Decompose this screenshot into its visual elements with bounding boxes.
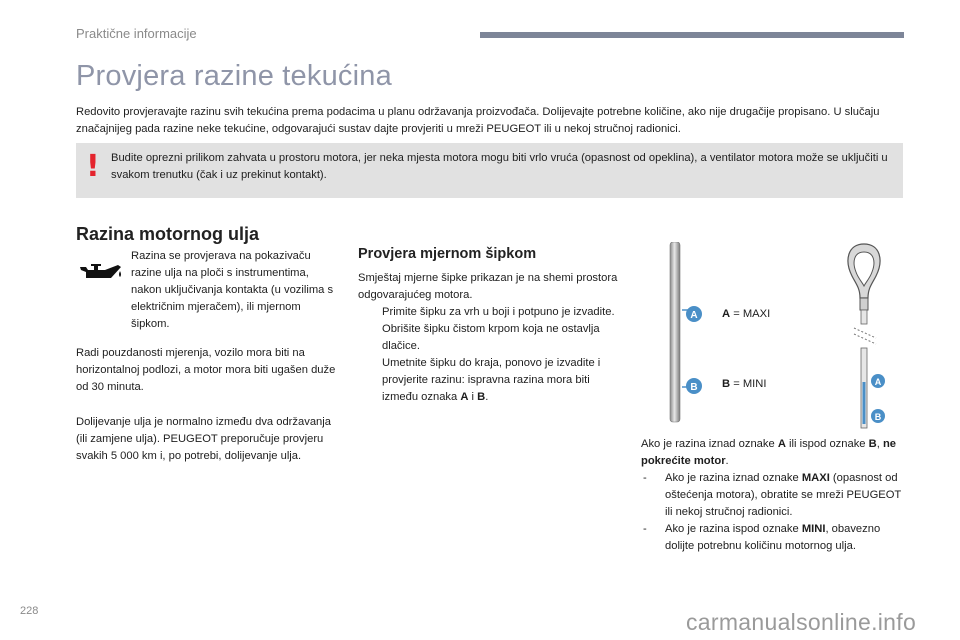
- warning-text: Budite oprezni prilikom zahvata u prostoru motora, jer neka mjesta motora mogu biti vrlo vruća (opasnost od opeklina), a ventilator motora može se uključiti u svakom trenutku (čak i uz prekinut kontakt).: [111, 152, 888, 181]
- step-text: Umetnite šipku do kraja, ponovo je izvadite i provjerite razinu: ispravna razina mora biti između oznaka A i B.: [382, 357, 601, 403]
- step-text: Primite šipku za vrh u boji i potpuno je izvadite.: [382, 306, 615, 318]
- page-number: 228: [20, 605, 39, 617]
- marker-b-small: B: [874, 412, 882, 422]
- oil-paragraph-1: Razina se provjerava na pokazivaču razine ulja na ploči s instrumentima, nakon uključivanja kontakta (u vozilima s električnim mjeračem), ili mjernom šipkom.: [131, 250, 334, 330]
- level-intro: Ako je razina iznad oznake A ili ispod oznake B, ne pokrećite motor.: [641, 438, 897, 467]
- oil-paragraph-2: Radi pouzdanosti mjerenja, vozilo mora biti na horizontalnoj podlozi, a motor mora biti ugašen duže od 30 minuta.: [76, 347, 336, 393]
- section-header: Praktične informacije: [76, 26, 197, 41]
- header-bar: [480, 32, 904, 38]
- list-item: - Ako je razina iznad oznake MAXI (opasnost od oštećenja motora), obratite se mreži PEUGEOT ili nekoj stručnoj radionici.: [643, 472, 902, 518]
- marker-b: B: [690, 382, 698, 393]
- oil-level-heading: Razina motornog ulja: [76, 224, 260, 244]
- label-b: B = MINI: [722, 378, 767, 390]
- oil-paragraph-3: Dolijevanje ulja je normalno između dva održavanja (ili zamjene ulja). PEUGEOT preporučuje provjeru svakih 5 000 km i, po potrebi, dolijevanje ulja.: [76, 416, 331, 462]
- list-item: [358, 304, 623, 321]
- dash-bullet: -: [643, 523, 647, 535]
- list-item: - Ako je razina ispod oznake MINI, obavezno dolijte potrebnu količinu motornog ulja.: [643, 523, 881, 552]
- level-list: [641, 470, 906, 555]
- level-instructions: [641, 436, 906, 555]
- warning-icon: !: [86, 149, 100, 184]
- list-item: [358, 321, 623, 355]
- dipstick-steps: [358, 304, 623, 406]
- marker-a: A: [690, 310, 698, 321]
- dash-bullet: -: [643, 472, 647, 484]
- warning-box: [76, 143, 903, 198]
- label-a: A = MAXI: [722, 308, 771, 320]
- intro-paragraph: Redovito provjeravajte razinu svih tekućina prema podacima u planu održavanja proizvođača. Dolijevajte potrebne količine, ako nije drugačije propisano. U slučaju značajnijeg pada razine neke tekućine, odgovarajući sustav dajte provjeriti u mreži PEUGEOT ili u nekoj stručnoj radionici.: [76, 106, 880, 135]
- dipstick-intro: Smještaj mjerne šipke prikazan je na shemi prostora odgovarajućeg motora.: [358, 272, 618, 301]
- dipstick-closeup-figure: [664, 242, 714, 428]
- watermark: carmanualsonline.info: [686, 609, 917, 635]
- marker-a-small: A: [874, 377, 882, 387]
- dipstick-full-figure: [836, 240, 896, 432]
- page-title: Provjera razine tekućina: [76, 60, 392, 92]
- step-text: Obrišite šipku čistom krpom koja ne ostavlja dlačice.: [382, 323, 600, 352]
- list-item: [358, 355, 623, 406]
- dipstick-heading: Provjera mjernom šipkom: [358, 246, 537, 262]
- oil-can-icon: [78, 258, 124, 286]
